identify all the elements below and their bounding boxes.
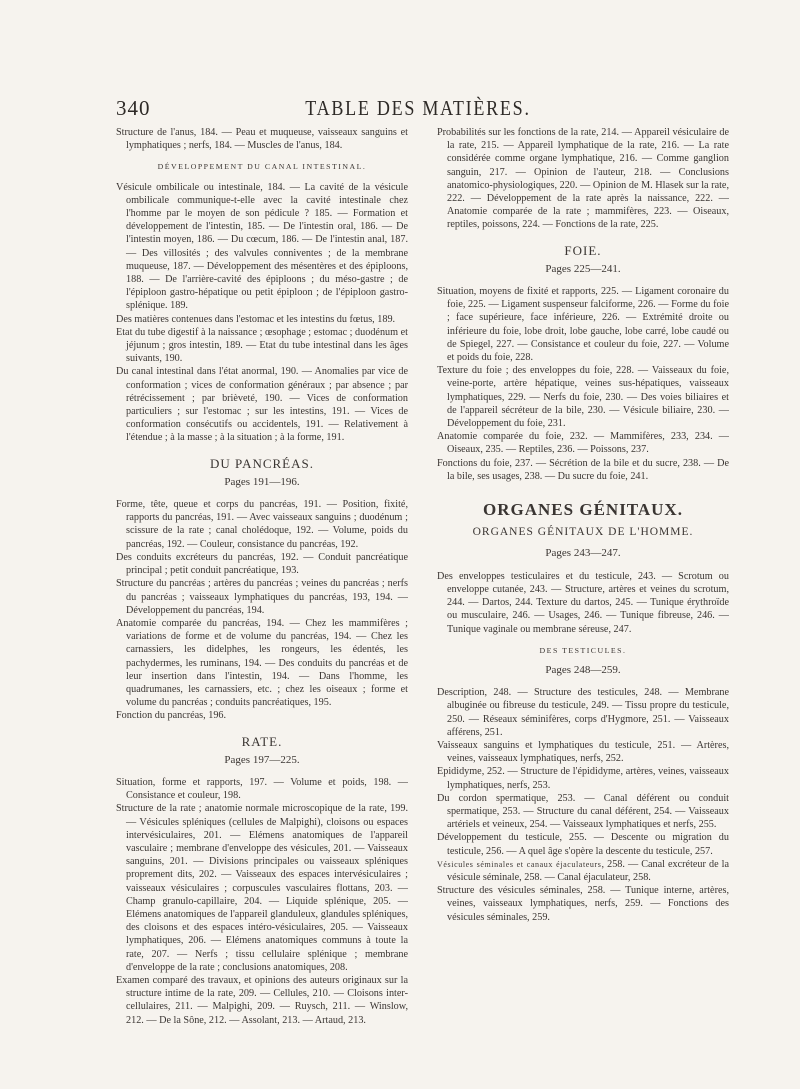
toc-entry: Fonction du pancréas, 196. bbox=[116, 710, 227, 722]
page-number: 340 bbox=[116, 96, 151, 120]
toc-entry: Structure de la rate ; anatomie normale microscopique de la rate, 199. — Vésicules spléniques (cellules de Malpighi), cloisons ou espaces intervésiculaires, 201. — Elémens anatomiques de l'appareil vasculaire ; membrane d'enveloppe des vésicules, 201. — Vaisseaux sanguins, 201. — Divisions principales ou vaisseaux spléniques proprement dits, 202. — Vaisseaux des espaces intervésiculaires ; vaisseaux vésiculaires ; corpuscules vasculaires flottans, 203. — Champ granulo-capillaire, 204. — Liquide splénique, 205. — Elémens anatomiques de l'appareil glanduleux, glandules spléniques, des cloisons et des espaces intéro-vésiculaires, 205. — Vaisseaux lymphatiques, 206. — Elémens anatomiques communs à toute la rate, 207. — Nerfs ; tissu cellulaire splénique ; membrane d'enveloppe de la rate ; conclusions anatomiques, 208. bbox=[116, 803, 408, 973]
toc-entry: Structure du pancréas ; artères du pancréas ; veines du pancréas ; nerfs du pancréas ; vaisseaux lymphatiques du pancréas, 193, 194. — Développement du pancréas, 194. bbox=[116, 578, 408, 616]
section-heading: ORGANES GÉNITAUX DE L'HOMME. bbox=[472, 526, 694, 539]
page-header bbox=[116, 96, 720, 122]
toc-entry: Des matières contenues dans l'estomac et les intestins du fœtus, 189. bbox=[116, 313, 396, 325]
entry-lead: Vésicules séminales et canaux éjaculateurs bbox=[437, 859, 602, 869]
section-heading: DU PANCRÉAS. bbox=[210, 455, 314, 471]
left-column bbox=[116, 126, 408, 1027]
page-range: Pages 191—196. bbox=[224, 475, 300, 488]
toc-entry: Anatomie comparée du pancréas, 194. — Chez les mammifères ; variations de forme et de volume du pancréas, 194. — Chez les carnassiers, les didelphes, les rongeurs, les édentés, les pachydermes, les ruminans, 194. — Des conduits du pancréas et de leur insertion dans l'intestin, 194. — Dans l'homme, les quadrumanes, les carnassiers, etc. ; chez les oiseaux ; forme et volume du pancréas ; conduits pancréatiques, 195. bbox=[116, 617, 408, 709]
toc-entry bbox=[437, 858, 729, 884]
toc-entry: Du cordon spermatique, 253. — Canal déférent ou conduit spermatique, 253. — Structure du canal déférent, 254. — Vaisseaux artériels et veineux, 254. — Vaisseaux lymphatiques et nerfs, 255. bbox=[437, 792, 729, 831]
section-heading: RATE. bbox=[241, 733, 283, 749]
subsection-heading: DÉVELOPPEMENT DU CANAL INTESTINAL. bbox=[157, 162, 367, 172]
page-range: Pages 248—259. bbox=[545, 663, 621, 676]
toc-entry: Développement du testicule, 255. — Descente ou migration du testicule, 256. — A quel âge s'opère la descente du testicule, 257. bbox=[437, 832, 729, 857]
toc-entry: Etat du tube digestif à la naissance ; œsophage ; estomac ; duodénum et jéjunum ; gros intestin, 189. — Etat du tube intestinal dans les âges suivants, 190. bbox=[116, 326, 408, 365]
toc-entry: Fonctions du foie, 237. — Sécrétion de la bile et du sucre, 238. — De la bile, ses usages, 238. — Du sucre du foie, 241. bbox=[437, 457, 729, 482]
running-title: TABLE DES MATIÈRES. bbox=[305, 96, 531, 120]
toc-entry: Situation, forme et rapports, 197. — Volume et poids, 198. — Consistance et couleur, 198. bbox=[116, 776, 408, 802]
toc-entry: Des enveloppes testiculaires et du testicule, 243. — Scrotum ou enveloppe cutanée, 243. — Structure, artères et veines du scrotum, 244. — Dartos, 244. Texture du dartos, 245. — Tunique érythroïde ou musculaire, 246. — Usages, 246. — Tunique fibreuse, 246. — Tunique vaginale ou membrane séreuse, 247. bbox=[437, 570, 729, 635]
major-heading: ORGANES GÉNITAUX. bbox=[483, 500, 683, 520]
subsection-heading: DES TESTICULES. bbox=[539, 645, 627, 655]
toc-entry: Structure de l'anus, 184. — Peau et muqueuse, vaisseaux sanguins et lymphatiques ; nerfs, 184. — Muscles de l'anus, 184. bbox=[116, 127, 408, 152]
section-heading: FOIE. bbox=[564, 242, 602, 258]
toc-entry: Situation, moyens de fixité et rapports, 225. — Ligament coronaire du foie, 225. — Ligament suspenseur falciforme, 226. — Forme du foie ; face supérieure, face inférieure, 226. — Extrémité droite ou inférieure du foie, lobe droit, lobe gauche, lobe carré, lobe caudé ou de Spiegel, 227. — Consistance et couleur du foie, 227. — Volume et poids du foie, 228. bbox=[437, 286, 729, 364]
toc-entry: Examen comparé des travaux, et opinions des auteurs originaux sur la structure intime de la rate, 209. — Cellules, 210. — Cloisons inter-cellulaires, 211. — Malpighi, 209. — Ruysch, 211. — Winslow, 212. — De la Sône, 212. — Assolant, 213. — Artaud, 213. bbox=[116, 974, 408, 1026]
right-column bbox=[437, 126, 729, 924]
toc-entry: Forme, tête, queue et corps du pancréas, 191. — Position, fixité, rapports du pancréas, 191. — Avec vaisseaux sanguins ; duodénum ; scissure de la rate ; canal cholédoque, 192. — Volume, poids du pancréas, 192. — Couleur, consistance du pancréas, 192. bbox=[116, 499, 408, 550]
toc-entry: Texture du foie ; des enveloppes du foie, 228. — Vaisseaux du foie, veine-porte, artère hépatique, veines sus-hépatiques, vaisseaux lymphatiques, 229. — Nerfs du foie, 230. — Des voies biliaires et de l'appareil sécréteur de la bile, 230. — Vésicule biliaire, 230. — Développement du foie, 231. bbox=[437, 365, 729, 430]
toc-entry: Vésicule ombilicale ou intestinale, 184. — La cavité de la vésicule ombilicale communique-t-elle avec la cavité intestinale chez l'homme par le moyen de son pédicule ? 185. — Formation et développement de l'intestin, 185. — De l'intestin oral, 186. — De l'intestin moyen, 186. — Du cœcum, 186. — De l'intestin anal, 187. — Des villosités ; des valvules conniventes ; de la membrane muqueuse, 187. — Développement des mésentères et des épiploons, 188. — De l'arrière-cavité des épiploons ; du méso-gastre ; de l'épiploon gastro-hépatique ou petit épiploon ; de l'épiploon gastro-splénique. 189. bbox=[116, 181, 408, 312]
toc-entry: Epididyme, 252. — Structure de l'épididyme, artères, veines, vaisseaux lymphatiques, nerfs, 253. bbox=[437, 766, 729, 791]
entry-text: , 258. — Canal excréteur de la vésicule séminale, 258. — Canal éjaculateur, 258. bbox=[447, 858, 729, 883]
toc-entry: Anatomie comparée du foie, 232. — Mammifères, 233, 234. — Oiseaux, 235. — Reptiles, 236. — Poissons, 237. bbox=[437, 431, 729, 456]
page-range: Pages 197—225. bbox=[224, 753, 300, 766]
page-range: Pages 225—241. bbox=[545, 262, 621, 275]
toc-entry: Du canal intestinal dans l'état anormal, 190. — Anomalies par vice de conformation ; vices de conformation généraux ; par absence ; par rétrécissement ; par brièveté, 190. — Vices de conformation particuliers ; sur l'estomac ; sur les intestins, 191. — Vices de conformation consécutifs ou accidentels, 191. — Relativement à l'étendue ; à la masse ; à la situation ; à la forme, 191. bbox=[116, 366, 408, 444]
toc-entry: Probabilités sur les fonctions de la rate, 214. — Appareil vésiculaire de la rate, 215. — Appareil lymphatique de la rate, 216. — La rate considérée comme organe lymphatique, 216. — Comme ganglion sanguin, 217. — Opinion de l'auteur, 218. — Conclusions anatomico-physiologiques, 220. — Opinion de M. Hlasek sur la rate, 222. — Développement de la rate après la naissance, 222. — Anatomie comparée de la rate ; mammifères, 223. — Oiseaux, reptiles, poissons, 224. — Fonctions de la rate, 225. bbox=[437, 127, 729, 231]
toc-entry: Structure des vésicules séminales, 258. — Tunique interne, artères, veines, vaisseaux lymphatiques, nerfs, 259. — Fonctions des vésicules séminales, 259. bbox=[437, 885, 729, 923]
toc-entry: Des conduits excréteurs du pancréas, 192. — Conduit pancréatique principal ; petit conduit pancréatique, 193. bbox=[116, 551, 408, 577]
toc-entry: Vaisseaux sanguins et lymphatiques du testicule, 251. — Artères, veines, vaisseaux lymphatiques, nerfs, 252. bbox=[437, 739, 729, 765]
page-range: Pages 243—247. bbox=[545, 547, 621, 560]
toc-entry: Description, 248. — Structure des testicules, 248. — Membrane albuginée ou fibreuse du testicule, 249. — Tissu propre du testicule, 250. — Réseaux séminifères, corps d'Hygmore, 251. — Vaisseaux afférens, 251. bbox=[437, 687, 729, 738]
